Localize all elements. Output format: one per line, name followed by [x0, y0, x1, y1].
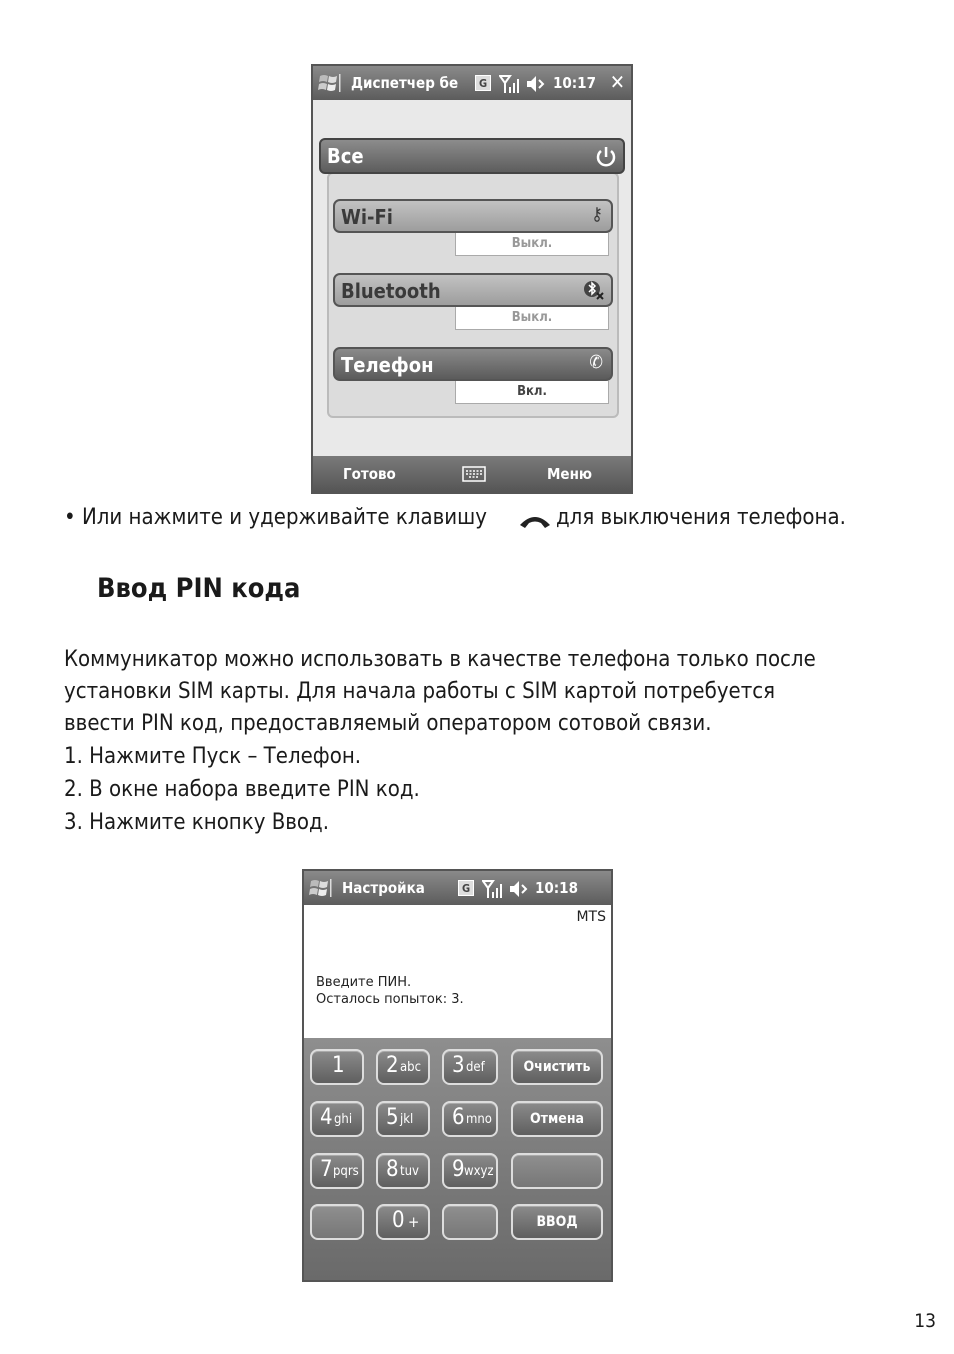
signal-icon — [482, 879, 504, 899]
enter-button[interactable]: ВВОД — [511, 1204, 603, 1240]
key-7[interactable] — [310, 1153, 364, 1189]
pin-entry-screenshot — [302, 869, 613, 1282]
speaker-icon[interactable] — [525, 75, 547, 93]
key-letters: def — [466, 1060, 485, 1075]
phone-toggle[interactable] — [333, 347, 613, 381]
window-title: Диспетчер бе — [351, 74, 459, 92]
phone-label: Телефон — [341, 353, 434, 377]
key-letters: jkl — [400, 1112, 414, 1127]
body-line: ввести PIN код, предоставляемый оператором сотовой связи. — [64, 711, 712, 736]
key-0[interactable] — [376, 1204, 430, 1240]
windows-flag-icon[interactable] — [317, 72, 341, 94]
windows-flag-icon[interactable] — [308, 877, 332, 899]
close-icon[interactable]: ✕ — [609, 70, 625, 94]
key-9[interactable] — [442, 1153, 498, 1189]
key-digit: 8 — [386, 1157, 399, 1182]
pin-prompt: Введите ПИН. — [316, 975, 412, 990]
key-6[interactable] — [442, 1101, 498, 1137]
blank-key[interactable] — [511, 1153, 603, 1189]
speaker-icon[interactable] — [508, 880, 530, 898]
wifi-off-icon: ⚷ — [591, 204, 603, 225]
key-letters: pqrs — [333, 1164, 359, 1179]
bluetooth-label: Bluetooth — [341, 279, 441, 303]
key-digit: 0 — [392, 1208, 405, 1233]
window-title: Настройка — [342, 879, 425, 897]
key-digit: 9 — [452, 1157, 465, 1182]
blank-key[interactable] — [310, 1204, 364, 1240]
key-3[interactable] — [442, 1049, 498, 1085]
key-digit: 7 — [320, 1157, 333, 1182]
phone-icon: ✆ — [589, 352, 603, 373]
bluetooth-toggle[interactable] — [333, 273, 613, 307]
key-8[interactable] — [376, 1153, 430, 1189]
body-line: установки SIM карты. Для начала работы с SIM картой потребуется — [64, 679, 776, 704]
bullet-text-before: • Или нажмите и удерживайте клавишу — [64, 505, 487, 530]
menu-softkey[interactable]: Меню — [547, 465, 593, 483]
clear-button[interactable]: Очистить — [511, 1049, 603, 1085]
gprs-badge: G — [458, 880, 474, 896]
key-letters: wxyz — [464, 1164, 494, 1179]
key-letters: mno — [466, 1112, 492, 1127]
gprs-badge: G — [475, 75, 491, 91]
pin-display — [304, 905, 611, 1038]
page-number: 13 — [914, 1310, 936, 1332]
title-bar — [304, 871, 611, 905]
step-1: 1. Нажмите Пуск – Телефон. — [64, 744, 362, 769]
operator-name: MTS — [576, 909, 606, 925]
key-digit: 2 — [386, 1053, 399, 1078]
key-digit: 5 — [386, 1105, 399, 1130]
key-digit: 6 — [452, 1105, 465, 1130]
power-icon[interactable] — [595, 146, 617, 168]
cancel-button[interactable]: Отмена — [511, 1101, 603, 1137]
soft-key-bar — [313, 456, 631, 492]
clock[interactable]: 10:17 — [553, 74, 596, 92]
attempts-left: Осталось попыток: 3. — [316, 992, 464, 1007]
end-call-key-icon — [518, 511, 552, 531]
title-bar — [313, 66, 631, 100]
connection-manager-screenshot — [311, 64, 633, 494]
key-digit: 3 — [452, 1053, 465, 1078]
signal-icon — [499, 74, 521, 94]
key-letters: tuv — [400, 1164, 419, 1179]
step-3: 3. Нажмите кнопку Ввод. — [64, 810, 330, 835]
dial-keypad — [304, 1038, 611, 1280]
key-digit: 4 — [320, 1105, 333, 1130]
section-heading: Ввод PIN кода — [97, 573, 301, 604]
body-line: Коммуникатор можно использовать в качестве телефона только после — [64, 647, 816, 672]
wifi-toggle[interactable] — [333, 199, 613, 233]
key-4[interactable] — [310, 1101, 364, 1137]
key-letters: ghi — [334, 1112, 353, 1127]
keyboard-icon[interactable] — [462, 466, 486, 482]
bluetooth-state: Выкл. — [455, 307, 609, 330]
key-digit: 1 — [332, 1053, 345, 1078]
bullet-text-after: для выключения телефона. — [556, 505, 846, 530]
all-connections-bar[interactable] — [319, 138, 625, 174]
phone-state: Вкл. — [455, 381, 609, 404]
key-letters: abc — [400, 1060, 422, 1075]
wifi-label: Wi-Fi — [341, 205, 393, 229]
key-letters: + — [408, 1213, 420, 1231]
wifi-state: Выкл. — [455, 233, 609, 256]
key-1[interactable] — [310, 1049, 364, 1085]
all-label: Все — [327, 144, 364, 168]
blank-key[interactable] — [442, 1204, 498, 1240]
step-2: 2. В окне набора введите PIN код. — [64, 777, 420, 802]
done-softkey[interactable]: Готово — [343, 465, 396, 483]
key-5[interactable] — [376, 1101, 430, 1137]
key-2[interactable] — [376, 1049, 430, 1085]
bluetooth-off-icon — [583, 279, 605, 301]
clock[interactable]: 10:18 — [535, 879, 578, 897]
